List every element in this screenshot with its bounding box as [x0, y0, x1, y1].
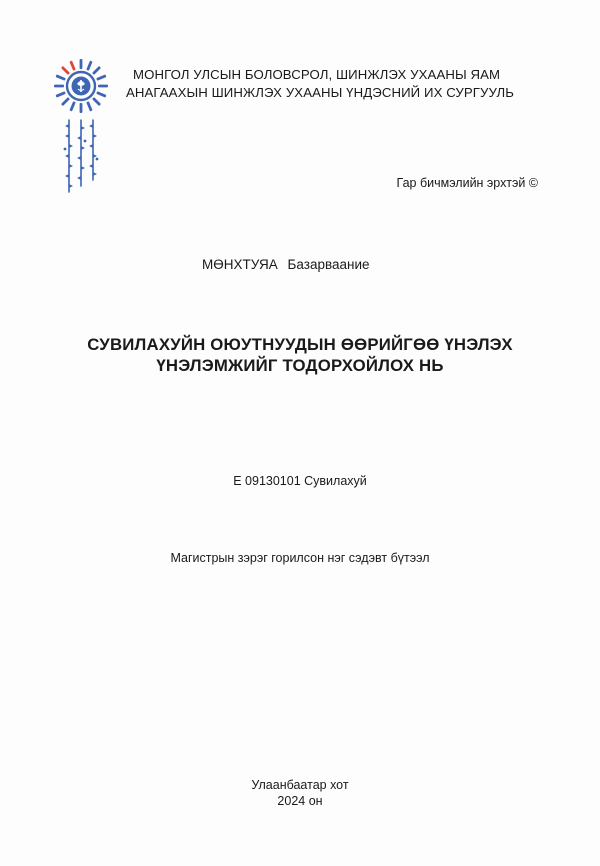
- ministry-name: МОНГОЛ УЛСЫН БОЛОВСРОЛ, ШИНЖЛЭХ УХААНЫ ЯАМ: [133, 67, 501, 82]
- author-given-name: МӨНХТУЯА: [202, 257, 278, 272]
- university-emblem-icon: [52, 56, 110, 196]
- place: Улаанбаатар хот: [251, 778, 349, 792]
- degree-statement: Магистрын зэрэг горилсон нэг сэдэвт бүтээл: [170, 551, 430, 565]
- author-family-name: Базарваание: [287, 257, 370, 272]
- thesis-title-line-2: ҮНЭЛЭМЖИЙГ ТОДОРХОЙЛОХ НЬ: [156, 356, 444, 375]
- university-name: АНАГААХЫН ШИНЖЛЭХ УХААНЫ ҮНДЭСНИЙ ИХ СУРГУУЛЬ: [126, 85, 515, 100]
- institution-header: [126, 66, 514, 102]
- copyright-notice: Гар бичмэлийн эрхтэй ©: [396, 176, 538, 190]
- author-name: [202, 257, 370, 272]
- specialty-code: E 09130101 Сувилахуй: [233, 474, 367, 488]
- thesis-title: [0, 334, 600, 376]
- thesis-title-line-1: СУВИЛАХУЙН ОЮУТНУУДЫН ӨӨРИЙГӨӨ ҮНЭЛЭХ: [87, 335, 513, 354]
- place-and-year: [0, 777, 600, 809]
- year: 2024 он: [277, 794, 323, 808]
